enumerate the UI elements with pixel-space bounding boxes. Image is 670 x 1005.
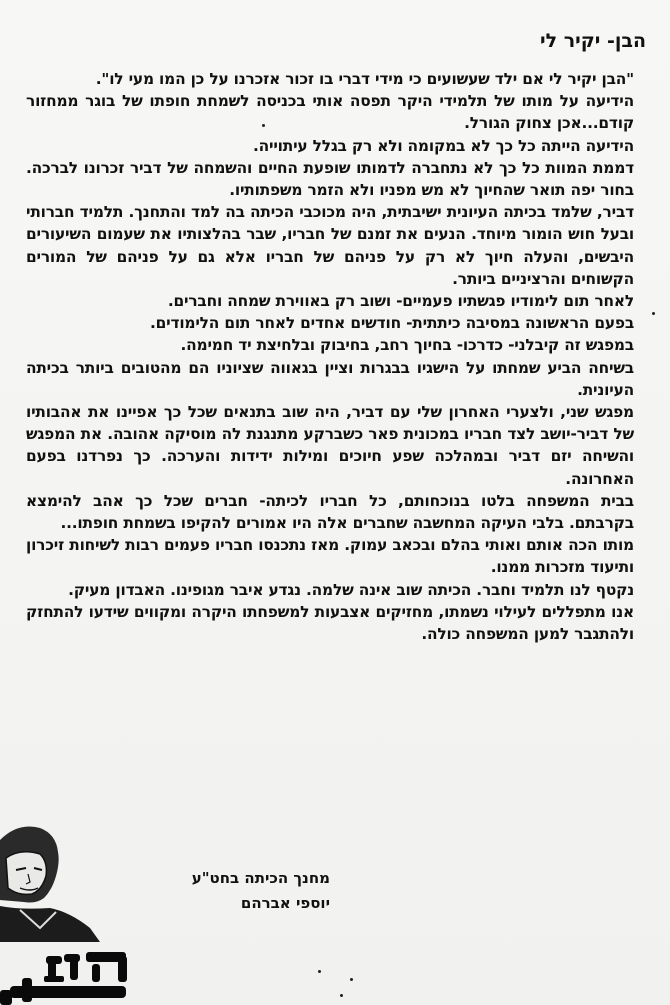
signature-role: מחנך הכיתה בחט"ע [191,869,330,887]
paragraph: לאחר תום לימודיו פגשתיו פעמיים- ושוב רק באווירת שמחה וחברים. [167,292,634,311]
paragraph: בשיחה הביע שמחתו על הישגיו בבגרות וציין בגאווה שציוניו הם מהטובים ביותר בכיתה העיונית. [26,358,634,399]
paragraph: "הבן יקיר לי אם ילד שעשועים כי מידי דברי בו זכור אזכרנו על כן המו מעי לו". [95,70,634,88]
print-speck [262,124,265,127]
paragraph: דממת המוות כל כך לא נתחברה לדמותו שופעת החיים והשמחה של דביר זכרונו לברכה. בחור יפה תואר שהחיוך לא מש מפניו ולא הזמר משפתותיו. [26,158,634,200]
portrait-logo-image [0,818,130,1005]
print-speck [652,312,655,315]
print-speck [350,978,353,981]
signature-name: יוספי אברהם [240,894,330,912]
paragraph: במפגש זה קיבלני- כדרכו- בחיוך רחב, בחיבוק ובלחיצת יד חמימה. [180,336,634,355]
paragraph: הידיעה הייתה כל כך לא במקומה ולא רק בגלל עיתוייה. [252,136,634,155]
print-speck [318,970,321,973]
paragraph: בפעם הראשונה במסיבה כיתתית- חודשים אחדים לאחר תום הלימודים. [149,314,634,333]
paragraph: מפגש שני, ולצערי האחרון שלי עם דביר, היה שוב בתנאים שכל כך אפיינו את אהבותיו של דביר-יושב לצד חבריו במכונית פאר כשברקע מתנגנת לה מוסיקה אהובה. את המפגש והשיחה יזם דביר ובמהלכה שפע חיוכים ומילות ידידות והערכה. כך נפרדנו בפעם האחרונה. [26,403,634,488]
letter-body [26,68,634,645]
page-title: הבן- יקיר לי [540,30,646,52]
paragraph: בבית המשפחה בלטו בנוכחותם, כל חבריו לכיתה- חברים שכל כך אהב להימצא בקרבתם. בלבי העיקה המחשבה שחברים אלה היו אמורים להקיפו בשמחת חופתו... [26,491,634,533]
signature-block [120,866,330,916]
paragraph: דביר, שלמד בכיתה העיונית ישיבתית, היה מכוכבי הכיתה בה למד והתחנך. תלמיד חברותי ובעל חוש הומור מיוחד. הנעים את זמנם של חבריו, שבר בהלצותיו את שעמום השיעורים היבשים, והעלה חיוך לא רק על פניהם של חבריו אלא גם על פניהם של המורים הקשוחים והרציניים ביותר. [26,203,634,288]
print-speck [340,994,343,997]
paragraph: הידיעה על מותו של תלמידי היקר תפסה אותי בכניסה לשמחת חופתו של בוגר ממחזור קודם...אכן צחוק הגורל. [26,92,634,133]
paragraph: אנו מתפללים לעילוי נשמתו, מחזיקים אצבעות למשפחתו היקרה ומקווים שידעו להתחזק ולהתגבר למען המשפחה כולה. [26,602,634,644]
paragraph: מותו הכה אותם ואותי בהלם ובכאב עמוק. מאז נתכנסו חבריו פעמים רבות לשיחות זיכרון ותיעוד מזכרות ממנו. [26,536,634,577]
paragraph: נקטף לנו תלמיד וחבר. הכיתה שוב אינה שלמה. נגדע איבר מגופינו. האבדון מעיק. [68,580,634,599]
